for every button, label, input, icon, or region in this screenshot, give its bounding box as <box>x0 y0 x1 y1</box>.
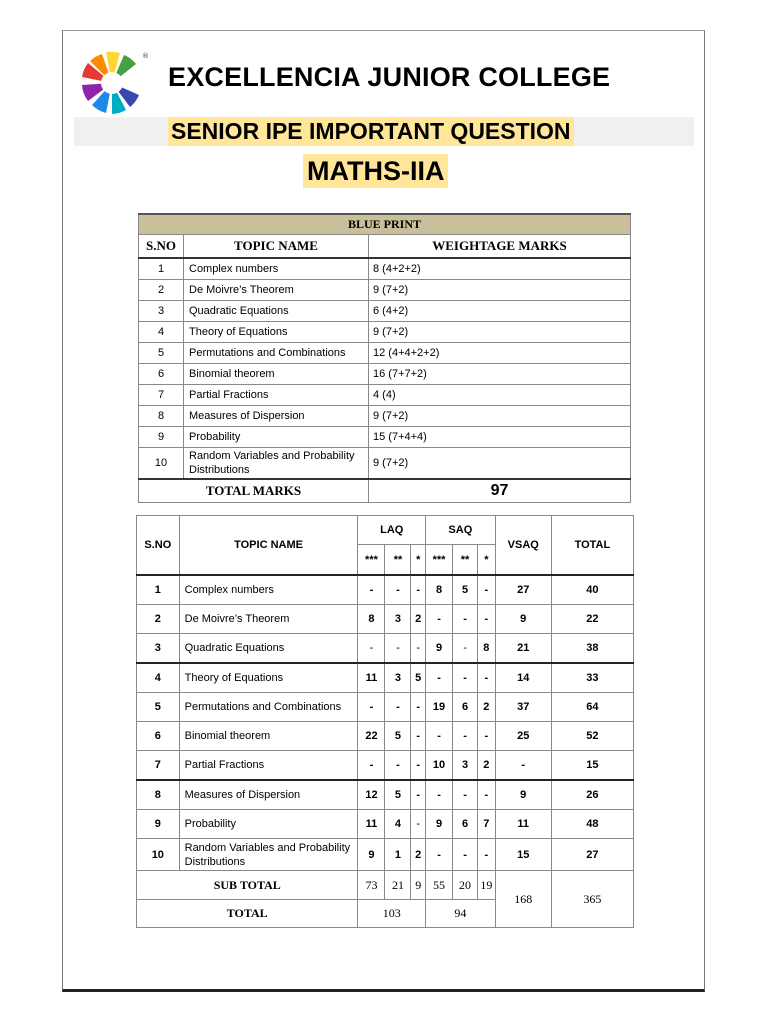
row-topic: Permutations and Combinations <box>179 693 358 722</box>
col-total: TOTAL <box>551 516 633 576</box>
row-topic: Binomial theorem <box>179 722 358 751</box>
row-marks: 16 (7+7+2) <box>369 364 631 385</box>
cell-saq-2: 3 <box>453 751 478 781</box>
table-row <box>139 448 631 480</box>
table-row <box>139 258 631 280</box>
row-topic: De Moivre’s Theorem <box>184 280 369 301</box>
row-marks: 9 (7+2) <box>369 280 631 301</box>
row-sno: 6 <box>139 364 184 385</box>
table-row <box>139 427 631 448</box>
cell-laq-3: 11 <box>358 663 385 693</box>
row-marks: 6 (4+2) <box>369 301 631 322</box>
cell-saq-3: 9 <box>426 810 453 839</box>
cell-saq-1: - <box>478 663 496 693</box>
cell-laq-2: 4 <box>385 810 411 839</box>
row-marks: 12 (4+4+2+2) <box>369 343 631 364</box>
cell-saq-3: - <box>426 663 453 693</box>
college-logo-icon <box>74 46 150 116</box>
row-topic: Probability <box>179 810 358 839</box>
row-topic: Complex numbers <box>179 575 358 605</box>
row-marks: 4 (4) <box>369 385 631 406</box>
cell-laq-2: 1 <box>385 839 411 871</box>
cell-total: 38 <box>551 634 633 664</box>
row-marks: 9 (7+2) <box>369 406 631 427</box>
row-sno: 1 <box>139 258 184 280</box>
cell-total: 26 <box>551 780 633 810</box>
row-topic: Theory of Equations <box>184 322 369 343</box>
row-sno: 7 <box>137 751 180 781</box>
cell-vsaq: 9 <box>495 780 551 810</box>
cell-saq-3: - <box>426 722 453 751</box>
row-topic: Permutations and Combinations <box>184 343 369 364</box>
subtotal-saq-3: 55 <box>426 871 453 900</box>
cell-total: 15 <box>551 751 633 781</box>
cell-saq-1: 2 <box>478 751 496 781</box>
col-laq-2star: ** <box>385 545 411 575</box>
cell-total: 22 <box>551 605 633 634</box>
table-row <box>137 575 634 605</box>
cell-saq-1: - <box>478 605 496 634</box>
cell-vsaq: - <box>495 751 551 781</box>
row-sno: 8 <box>139 406 184 427</box>
cell-saq-1: 7 <box>478 810 496 839</box>
row-marks: 15 (7+4+4) <box>369 427 631 448</box>
subtotal-total: 365 <box>551 871 633 928</box>
table-row <box>137 810 634 839</box>
cell-total: 64 <box>551 693 633 722</box>
cell-laq-1: - <box>411 780 426 810</box>
cell-vsaq: 27 <box>495 575 551 605</box>
row-topic: Measures of Dispersion <box>184 406 369 427</box>
col-saq-2star: ** <box>453 545 478 575</box>
subtotal-saq-2: 20 <box>453 871 478 900</box>
cell-saq-2: - <box>453 839 478 871</box>
row-sno: 9 <box>137 810 180 839</box>
cell-laq-2: 3 <box>385 605 411 634</box>
table-row <box>139 322 631 343</box>
col-sno: S.NO <box>137 516 180 576</box>
cell-saq-3: - <box>426 839 453 871</box>
cell-saq-1: - <box>478 780 496 810</box>
subtotal-saq-1: 19 <box>478 871 496 900</box>
cell-saq-2: - <box>453 605 478 634</box>
subtotal-laq-3: 73 <box>358 871 385 900</box>
cell-laq-3: 9 <box>358 839 385 871</box>
row-topic: Binomial theorem <box>184 364 369 385</box>
row-topic: De Moivre’s Theorem <box>179 605 358 634</box>
col-vsaq: VSAQ <box>495 516 551 576</box>
row-marks: 8 (4+2+2) <box>369 258 631 280</box>
cell-laq-1: - <box>411 575 426 605</box>
total-label: TOTAL <box>137 900 358 928</box>
row-topic: Partial Fractions <box>179 751 358 781</box>
cell-laq-3: 8 <box>358 605 385 634</box>
cell-laq-1: 2 <box>411 605 426 634</box>
col-saq: SAQ <box>426 516 496 545</box>
cell-saq-2: 5 <box>453 575 478 605</box>
row-sno: 2 <box>139 280 184 301</box>
cell-total: 48 <box>551 810 633 839</box>
cell-total: 27 <box>551 839 633 871</box>
col-laq: LAQ <box>358 516 426 545</box>
cell-saq-3: 10 <box>426 751 453 781</box>
cell-laq-1: - <box>411 751 426 781</box>
cell-laq-3: 12 <box>358 780 385 810</box>
row-sno: 5 <box>137 693 180 722</box>
cell-laq-2: 5 <box>385 722 411 751</box>
row-sno: 3 <box>139 301 184 322</box>
cell-saq-3: 9 <box>426 634 453 664</box>
cell-saq-2: - <box>453 663 478 693</box>
table-row <box>137 780 634 810</box>
cell-laq-3: 11 <box>358 810 385 839</box>
row-sno: 2 <box>137 605 180 634</box>
cell-laq-1: 5 <box>411 663 426 693</box>
table-row <box>137 693 634 722</box>
cell-laq-2: - <box>385 575 411 605</box>
cell-laq-2: 3 <box>385 663 411 693</box>
cell-total: 40 <box>551 575 633 605</box>
cell-saq-3: 8 <box>426 575 453 605</box>
table-row <box>137 634 634 664</box>
document-subtitle: SENIOR IPE IMPORTANT QUESTION <box>168 117 574 146</box>
total-laq: 103 <box>358 900 426 928</box>
cell-saq-3: 19 <box>426 693 453 722</box>
cell-laq-1: 2 <box>411 839 426 871</box>
table-row <box>137 663 634 693</box>
total-marks-label: TOTAL MARKS <box>139 479 369 503</box>
cell-vsaq: 37 <box>495 693 551 722</box>
cell-laq-2: - <box>385 634 411 664</box>
row-topic: Probability <box>184 427 369 448</box>
row-topic: Random Variables and Probability Distributions <box>184 448 369 480</box>
col-topic: TOPIC NAME <box>184 235 369 259</box>
cell-laq-3: - <box>358 575 385 605</box>
cell-laq-1: - <box>411 634 426 664</box>
table-row <box>137 722 634 751</box>
table-row <box>139 280 631 301</box>
col-saq-3star: *** <box>426 545 453 575</box>
cell-vsaq: 11 <box>495 810 551 839</box>
subtotal-label: SUB TOTAL <box>137 871 358 900</box>
row-sno: 8 <box>137 780 180 810</box>
cell-vsaq: 21 <box>495 634 551 664</box>
row-topic: Complex numbers <box>184 258 369 280</box>
cell-total: 33 <box>551 663 633 693</box>
total-saq: 94 <box>426 900 496 928</box>
col-laq-1star: * <box>411 545 426 575</box>
cell-saq-2: - <box>453 634 478 664</box>
college-name: EXCELLENCIA JUNIOR COLLEGE <box>168 62 611 92</box>
cell-vsaq: 14 <box>495 663 551 693</box>
row-marks: 9 (7+2) <box>369 322 631 343</box>
cell-saq-1: 2 <box>478 693 496 722</box>
table-row <box>139 385 631 406</box>
svg-text:®: ® <box>142 52 149 60</box>
cell-laq-3: 22 <box>358 722 385 751</box>
blueprint-title: BLUE PRINT <box>139 214 631 235</box>
cell-laq-2: 5 <box>385 780 411 810</box>
cell-laq-2: - <box>385 751 411 781</box>
col-laq-3star: *** <box>358 545 385 575</box>
row-topic: Measures of Dispersion <box>179 780 358 810</box>
col-weightage: WEIGHTAGE MARKS <box>369 235 631 259</box>
cell-saq-1: - <box>478 839 496 871</box>
blueprint-header-row <box>139 235 631 259</box>
cell-vsaq: 25 <box>495 722 551 751</box>
cell-saq-3: - <box>426 605 453 634</box>
row-topic: Random Variables and Probability Distributions <box>179 839 358 871</box>
row-sno: 10 <box>139 448 184 480</box>
cell-laq-1: - <box>411 810 426 839</box>
cell-laq-1: - <box>411 722 426 751</box>
row-sno: 10 <box>137 839 180 871</box>
subtotal-laq-2: 21 <box>385 871 411 900</box>
col-sno: S.NO <box>139 235 184 259</box>
row-sno: 5 <box>139 343 184 364</box>
row-topic: Theory of Equations <box>179 663 358 693</box>
row-sno: 6 <box>137 722 180 751</box>
row-sno: 4 <box>137 663 180 693</box>
cell-laq-1: - <box>411 693 426 722</box>
table-row <box>139 364 631 385</box>
cell-saq-1: - <box>478 575 496 605</box>
cell-laq-3: - <box>358 751 385 781</box>
cell-saq-2: - <box>453 722 478 751</box>
row-topic: Quadratic Equations <box>179 634 358 664</box>
cell-vsaq: 9 <box>495 605 551 634</box>
table-row <box>139 343 631 364</box>
row-topic: Quadratic Equations <box>184 301 369 322</box>
col-topic: TOPIC NAME <box>179 516 358 576</box>
table-row <box>139 406 631 427</box>
header-row <box>137 516 634 545</box>
blueprint-table <box>138 213 631 503</box>
row-sno: 7 <box>139 385 184 406</box>
cell-total: 52 <box>551 722 633 751</box>
subtotal-laq-1: 9 <box>411 871 426 900</box>
row-sno: 9 <box>139 427 184 448</box>
table-row <box>137 751 634 781</box>
subtotal-row <box>137 871 634 900</box>
cell-saq-1: 8 <box>478 634 496 664</box>
blueprint-total-row <box>139 479 631 503</box>
table-row <box>139 301 631 322</box>
row-sno: 3 <box>137 634 180 664</box>
cell-laq-3: - <box>358 634 385 664</box>
table-row <box>137 839 634 871</box>
cell-laq-3: - <box>358 693 385 722</box>
subject-title: MATHS-IIA <box>303 154 448 188</box>
cell-saq-2: - <box>453 780 478 810</box>
cell-saq-1: - <box>478 722 496 751</box>
row-marks: 9 (7+2) <box>369 448 631 480</box>
subtotal-vsaq: 168 <box>495 871 551 928</box>
cell-laq-2: - <box>385 693 411 722</box>
cell-vsaq: 15 <box>495 839 551 871</box>
row-sno: 4 <box>139 322 184 343</box>
cell-saq-3: - <box>426 780 453 810</box>
cell-saq-2: 6 <box>453 810 478 839</box>
distribution-table <box>136 515 634 928</box>
total-marks-value: 97 <box>369 479 631 503</box>
col-saq-1star: * <box>478 545 496 575</box>
row-sno: 1 <box>137 575 180 605</box>
table-row <box>137 605 634 634</box>
row-topic: Partial Fractions <box>184 385 369 406</box>
blueprint-banner-row <box>139 214 631 235</box>
cell-saq-2: 6 <box>453 693 478 722</box>
